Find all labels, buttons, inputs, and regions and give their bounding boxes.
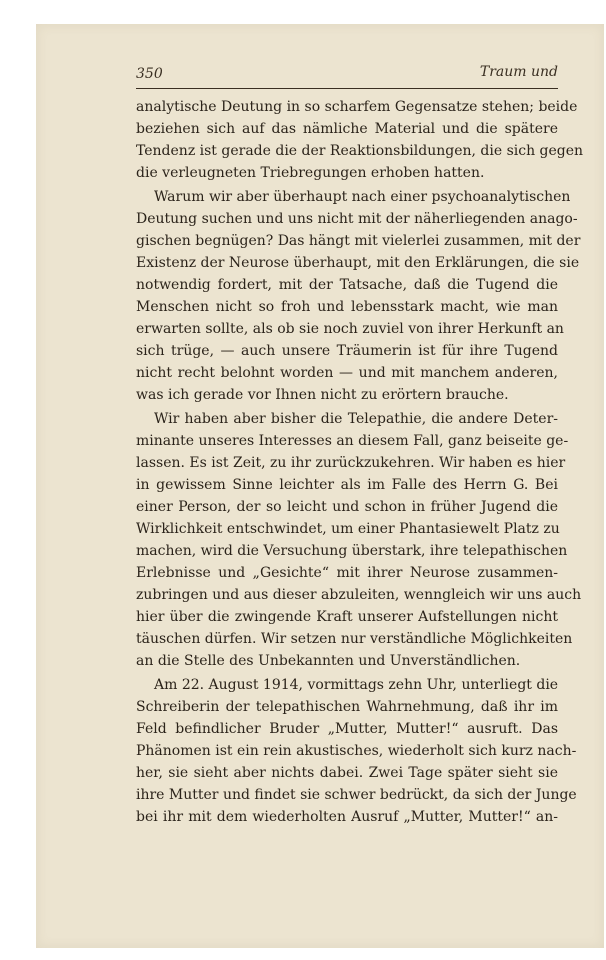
text-line: Phänomen ist ein rein akustisches, wiederholt sich kurz nach-: [136, 743, 577, 759]
text-line: Feld befindlicher Bruder „Mutter, Mutter!“ ausruft. Das: [136, 721, 558, 737]
text-line: nicht recht belohnt worden — und mit manchem anderen,: [136, 365, 558, 381]
text-line: sich trüge, — auch unsere Träumerin ist für ihre Tugend: [136, 343, 558, 359]
text-line: Schreiberin der telepathischen Wahrnehmung, daß ihr im: [136, 699, 558, 715]
text-line: erwarten sollte, als ob sie noch zuviel von ihrer Herkunft an: [136, 321, 564, 337]
book-page: [36, 24, 604, 948]
text-line: Existenz der Neurose überhaupt, mit den Erklärungen, die sie: [136, 255, 580, 271]
text-line: gischen begnügen? Das hängt mit vielerlei zusammen, mit der: [136, 233, 581, 249]
text-line: Tendenz ist gerade die der Reaktionsbildungen, die sich gegen: [136, 143, 584, 159]
text-line: täuschen dürfen. Wir setzen nur verständliche Möglichkeiten: [136, 631, 573, 647]
text-line: die verleugneten Triebregungen erhoben hatten.: [136, 165, 485, 181]
text-line: in gewissem Sinne leichter als im Falle des Herrn G. Bei: [136, 477, 558, 493]
paragraph: [136, 674, 577, 828]
running-head: [136, 64, 558, 86]
text-line: Erlebnisse und „Gesichte“ mit ihrer Neurose zusammen-: [136, 565, 558, 581]
body-text: [136, 96, 584, 830]
text-line: bei ihr mit dem wiederholten Ausruf „Mutter, Mutter!“ an-: [136, 809, 558, 825]
paragraph: [136, 186, 581, 406]
text-line: analytische Deutung in so scharfem Gegensatze stehen; beide: [136, 99, 578, 115]
text-line: was ich gerade vor Ihnen nicht zu erörtern brauche.: [136, 387, 509, 403]
text-line: Wirklichkeit entschwindet, um einer Phantasiewelt Platz zu: [136, 521, 560, 537]
text-line: einer Person, der so leicht und schon in früher Jugend die: [136, 499, 558, 515]
text-line: minante unseres Interesses an diesem Fall, ganz beiseite ge-: [136, 433, 569, 449]
text-line: lassen. Es ist Zeit, zu ihr zurückzukehren. Wir haben es hier: [136, 455, 566, 471]
text-line: an die Stelle des Unbekannten und Unverständlichen.: [136, 653, 521, 669]
text-line: Menschen nicht so froh und lebensstark macht, wie man: [136, 299, 558, 315]
text-line: Warum wir aber überhaupt nach einer psychoanalytischen: [154, 189, 571, 205]
text-line: notwendig fordert, mit der Tatsache, daß die Tugend die: [136, 277, 558, 293]
text-line: ihre Mutter und findet sie schwer bedrückt, da sich der Junge: [136, 787, 577, 803]
text-line: Wir haben aber bisher die Telepathie, die andere Deter-: [154, 411, 558, 427]
paragraph: [136, 96, 584, 184]
header-rule: [136, 88, 558, 89]
text-line: beziehen sich auf das nämliche Material und die spätere: [136, 121, 558, 137]
text-line: machen, wird die Versuchung überstark, ihre telepathischen: [136, 543, 568, 559]
text-line: Deutung suchen und uns nicht mit der näherliegenden anago-: [136, 211, 578, 227]
page-number: 350: [136, 66, 163, 82]
paragraph: [136, 408, 582, 672]
running-title: Traum und: [479, 64, 558, 80]
text-line: hier über die zwingende Kraft unserer Aufstellungen nicht: [136, 609, 558, 625]
text-line: Am 22. August 1914, vormittags zehn Uhr, unterliegt die: [154, 677, 559, 693]
text-line: zubringen und aus dieser abzuleiten, wenngleich wir uns auch: [136, 587, 582, 603]
text-line: her, sie sieht aber nichts dabei. Zwei Tage später sieht sie: [136, 765, 558, 781]
